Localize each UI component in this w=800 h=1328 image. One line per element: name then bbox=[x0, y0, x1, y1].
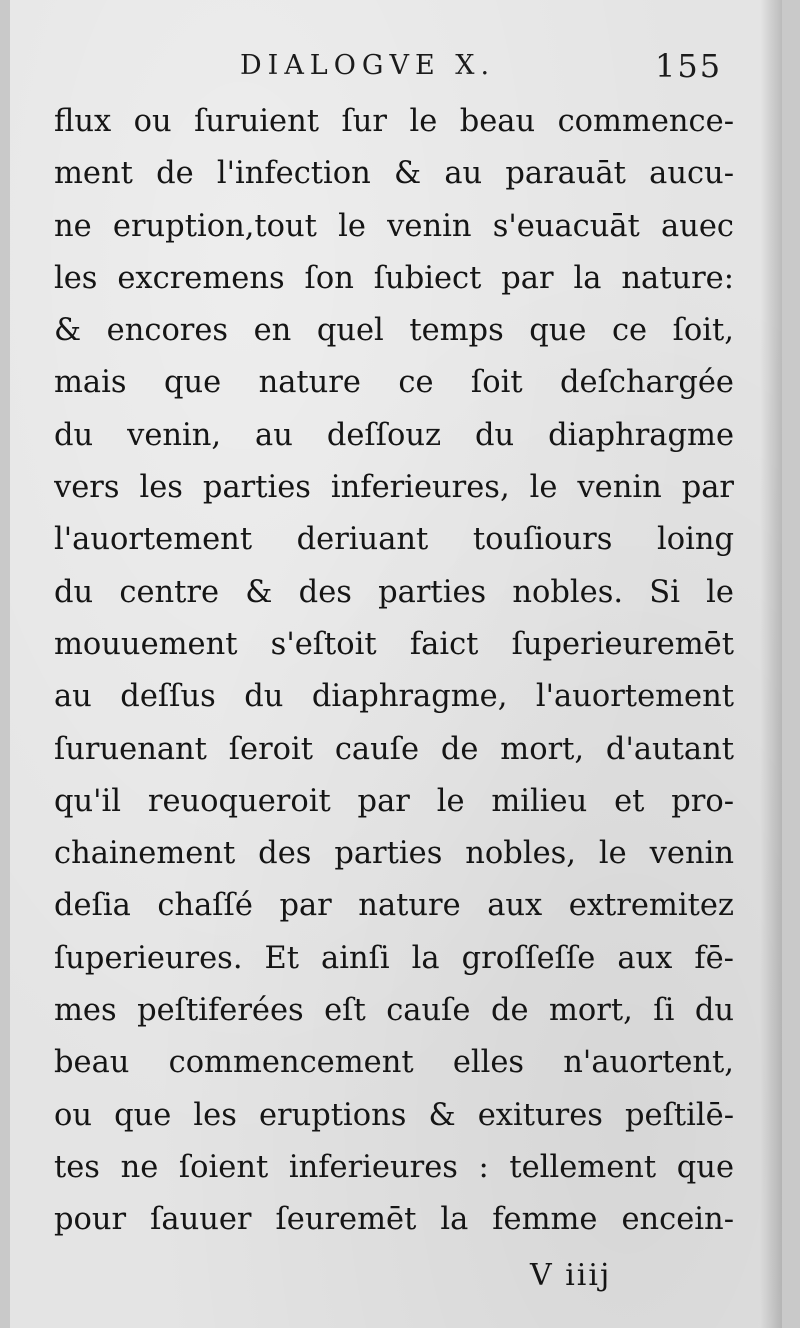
text-line: tes ne ſoient inferieures : tellement que bbox=[54, 1149, 734, 1185]
text-line: chainement des parties nobles, le venin bbox=[54, 836, 734, 872]
text-line: au deſſus du diaphragme, l'auortement bbox=[54, 679, 734, 715]
text-line: deſia chaſſé par nature aux extremitez bbox=[54, 888, 734, 924]
text-line: vers les parties inferieures, le venin par bbox=[54, 470, 734, 506]
text-line: qu'il reuoqueroit par le milieu et pro- bbox=[54, 783, 734, 819]
running-head: DIALOGVE X. bbox=[240, 50, 496, 81]
page-header bbox=[10, 46, 782, 86]
text-line: mais que nature ce ſoit deſchargée bbox=[54, 365, 734, 401]
text-line: l'auortement deriuant touſiours loing bbox=[54, 522, 734, 558]
page-gutter-shadow bbox=[760, 0, 782, 1328]
text-line: & encores en quel temps que ce ſoit, bbox=[54, 313, 734, 349]
text-line: flux ou ſuruient ſur le beau commence- bbox=[54, 104, 734, 139]
text-line: beau commencement elles n'auortent, bbox=[54, 1045, 734, 1081]
text-line: ne eruption,tout le venin s'euacuāt auec bbox=[54, 208, 734, 244]
text-line: ſuperieures. Et ainſi la groſſeſſe aux fē- bbox=[54, 940, 734, 976]
text-line: ment de l'infection & au parauāt aucu- bbox=[54, 156, 734, 192]
signature-mark: V iiij bbox=[530, 1258, 612, 1293]
text-line: ou que les eruptions & exitures peſtilē- bbox=[54, 1097, 734, 1133]
text-line: pour ſauuer ſeuremēt la femme encein- bbox=[54, 1202, 734, 1238]
text-line: mouuement s'eſtoit faict ſuperieuremēt bbox=[54, 626, 734, 662]
page-number: 155 bbox=[655, 47, 723, 85]
text-line: du venin, au deſſouz du diaphragme bbox=[54, 417, 734, 453]
body-text bbox=[54, 96, 734, 1247]
text-line: les excremens ſon ſubiect par la nature: bbox=[54, 260, 734, 296]
text-line: ſuruenant ſeroit cauſe de mort, d'autant bbox=[54, 731, 734, 767]
text-line: mes peſtiferées eſt cauſe de mort, ſi du bbox=[54, 993, 734, 1029]
book-page bbox=[10, 0, 782, 1328]
text-line: du centre & des parties nobles. Si le bbox=[54, 574, 734, 610]
